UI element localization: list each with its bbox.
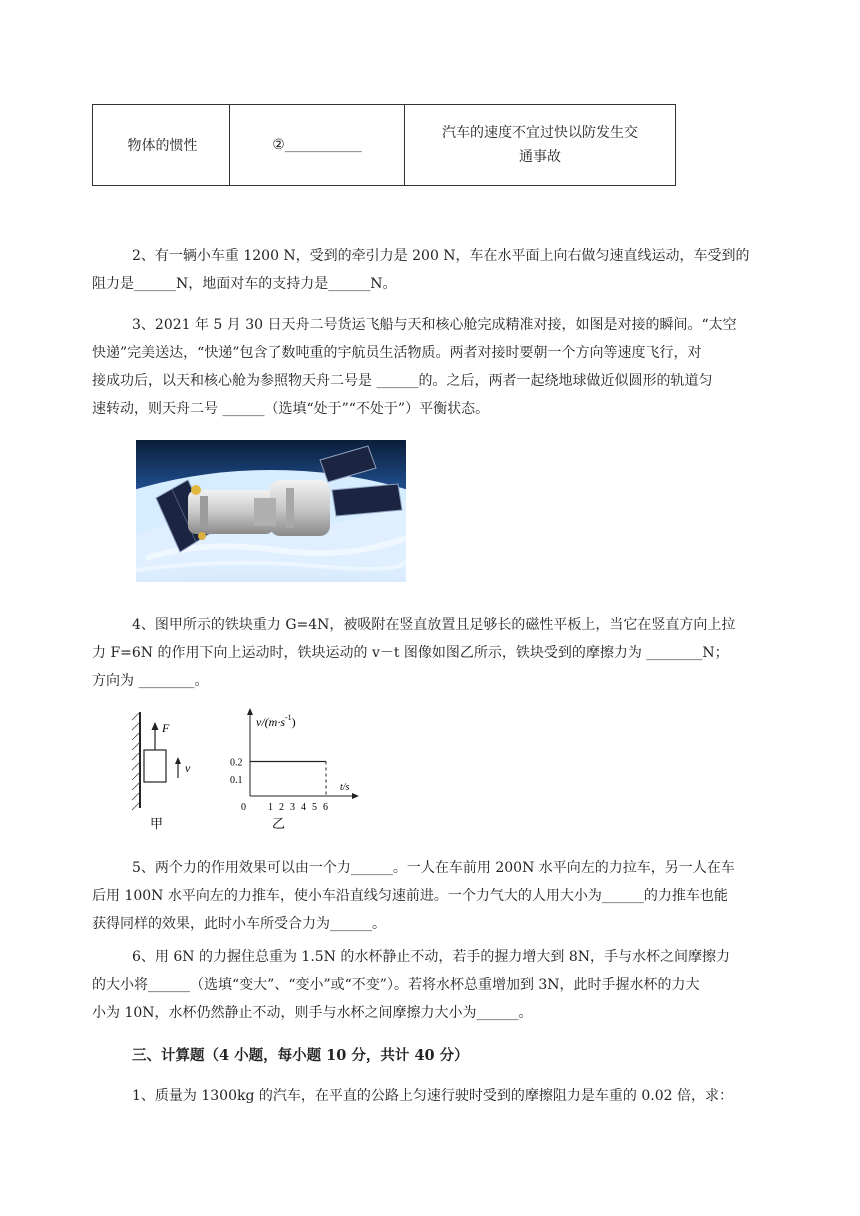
question-4-line2: 力 F=6N 的作用下向上运动时，铁块运动的 v－t 图像如图乙所示，铁块受到的摩擦力为 ________N； [92,645,729,661]
figure-yi [230,708,359,832]
iron-block [144,750,166,782]
x-tick-label: 6 [323,802,328,813]
label-yi: 乙 [272,817,286,832]
question-6-line1: 6、用 6N 的力握住总重为 1.5N 的水杯静止不动，若手的握力增大到 8N，手与水杯之间摩擦力 [132,949,730,965]
question-4-line3: 方向为 ________。 [92,673,209,689]
section-3-heading: 三、计算题（4 小题，每小题 10 分，共计 40 分） [132,1047,469,1064]
figure-jia [132,712,191,832]
calc-question-1-line1: 1、质量为 1300kg 的汽车，在平直的公路上匀速行驶时受到的摩擦阻力是车重的 0.02 倍，求： [132,1088,733,1104]
question-2-line2: 阻力是______N，地面对车的支持力是______N。 [92,276,397,292]
question-4-line1: 4、图甲所示的铁块重力 G=4N，被吸附在竖直放置且足够长的磁性平板上，当它在竖直方向上拉 [132,617,736,633]
question-2 [92,242,802,298]
x-tick-label: 2 [279,802,284,813]
question-4 [92,611,802,695]
question-6 [92,943,802,1027]
label-jia: 甲 [150,817,164,832]
knowledge-table [92,104,676,186]
question-3-line2: 快递”完美送达，“快递”包含了数吨重的宇航员生活物质。两者对接时要朝一个方向等速度飞行，对 [92,345,702,361]
x-tick-label: 3 [290,802,295,813]
table-cell-topic: 物体的惯性 [93,105,230,186]
y-axis-label: $v/(m\cdot s^{-1})$ [256,713,296,729]
y-tick-label: 0.1 [230,774,243,786]
question-6-line2: 的大小将______（选填“变大”、“变小”或“不变”）。若将水杯总重增加到 3N，此时手握水杯的力大 [92,977,700,993]
x-tick-label: 0 [241,802,246,813]
question-3-line4: 速转动，则天舟二号 ______（选填“处于”“不处于”）平衡状态。 [92,401,490,417]
y-tick-label: 0.2 [230,757,243,769]
x-tick-label: 4 [301,802,306,813]
question-2-line1: 2、有一辆小车重 1200 N，受到的牵引力是 200 N，车在水平面上向右做匀速直线运动，车受到的 [132,248,750,264]
x-tick-label: 5 [312,802,317,813]
question-5 [92,854,802,938]
question-5-line2: 后用 100N 水平向左的力推车，使小车沿直线匀速前进。一个力气大的人用大小为______的力推车也能 [92,888,728,904]
question-3-line1: 3、2021 年 5 月 30 日天舟二号货运飞船与天和核心舱完成精准对接，如图是对接的瞬间。“太空 [132,317,737,333]
x-tick-label: 1 [268,802,273,813]
table-cell-example-line2: 通事故 [519,149,561,165]
calc-question-1 [132,1082,802,1110]
question-6-line3: 小为 10N，水杯仍然静止不动，则手与水杯之间摩擦力大小为______。 [92,1005,533,1021]
table-row [93,105,676,186]
spacecraft-docking-image [136,440,406,582]
x-axis-label: t/s [340,782,350,793]
table-cell-blank: ②___________ [230,105,405,186]
question-5-line1: 5、两个力的作用效果可以由一个力______。一人在车前用 200N 水平向左的力拉车，另一人在车 [132,860,735,876]
question-3-line3: 接成功后，以天和核心舱为参照物天舟二号是 ______的。之后，两者一起绕地球做近似圆形的轨道匀 [92,373,713,389]
velocity-label: v [185,761,191,775]
spacecraft-docking-illustration [136,440,406,582]
force-label: F [162,721,170,735]
question-3 [92,311,802,423]
figure-vt-graph [128,704,378,834]
table-cell-example-line1: 汽车的速度不宜过快以防发生交 [442,125,638,141]
question-5-line3: 获得同样的效果，此时小车所受合力为______。 [92,916,386,932]
table-cell-example [405,105,676,186]
